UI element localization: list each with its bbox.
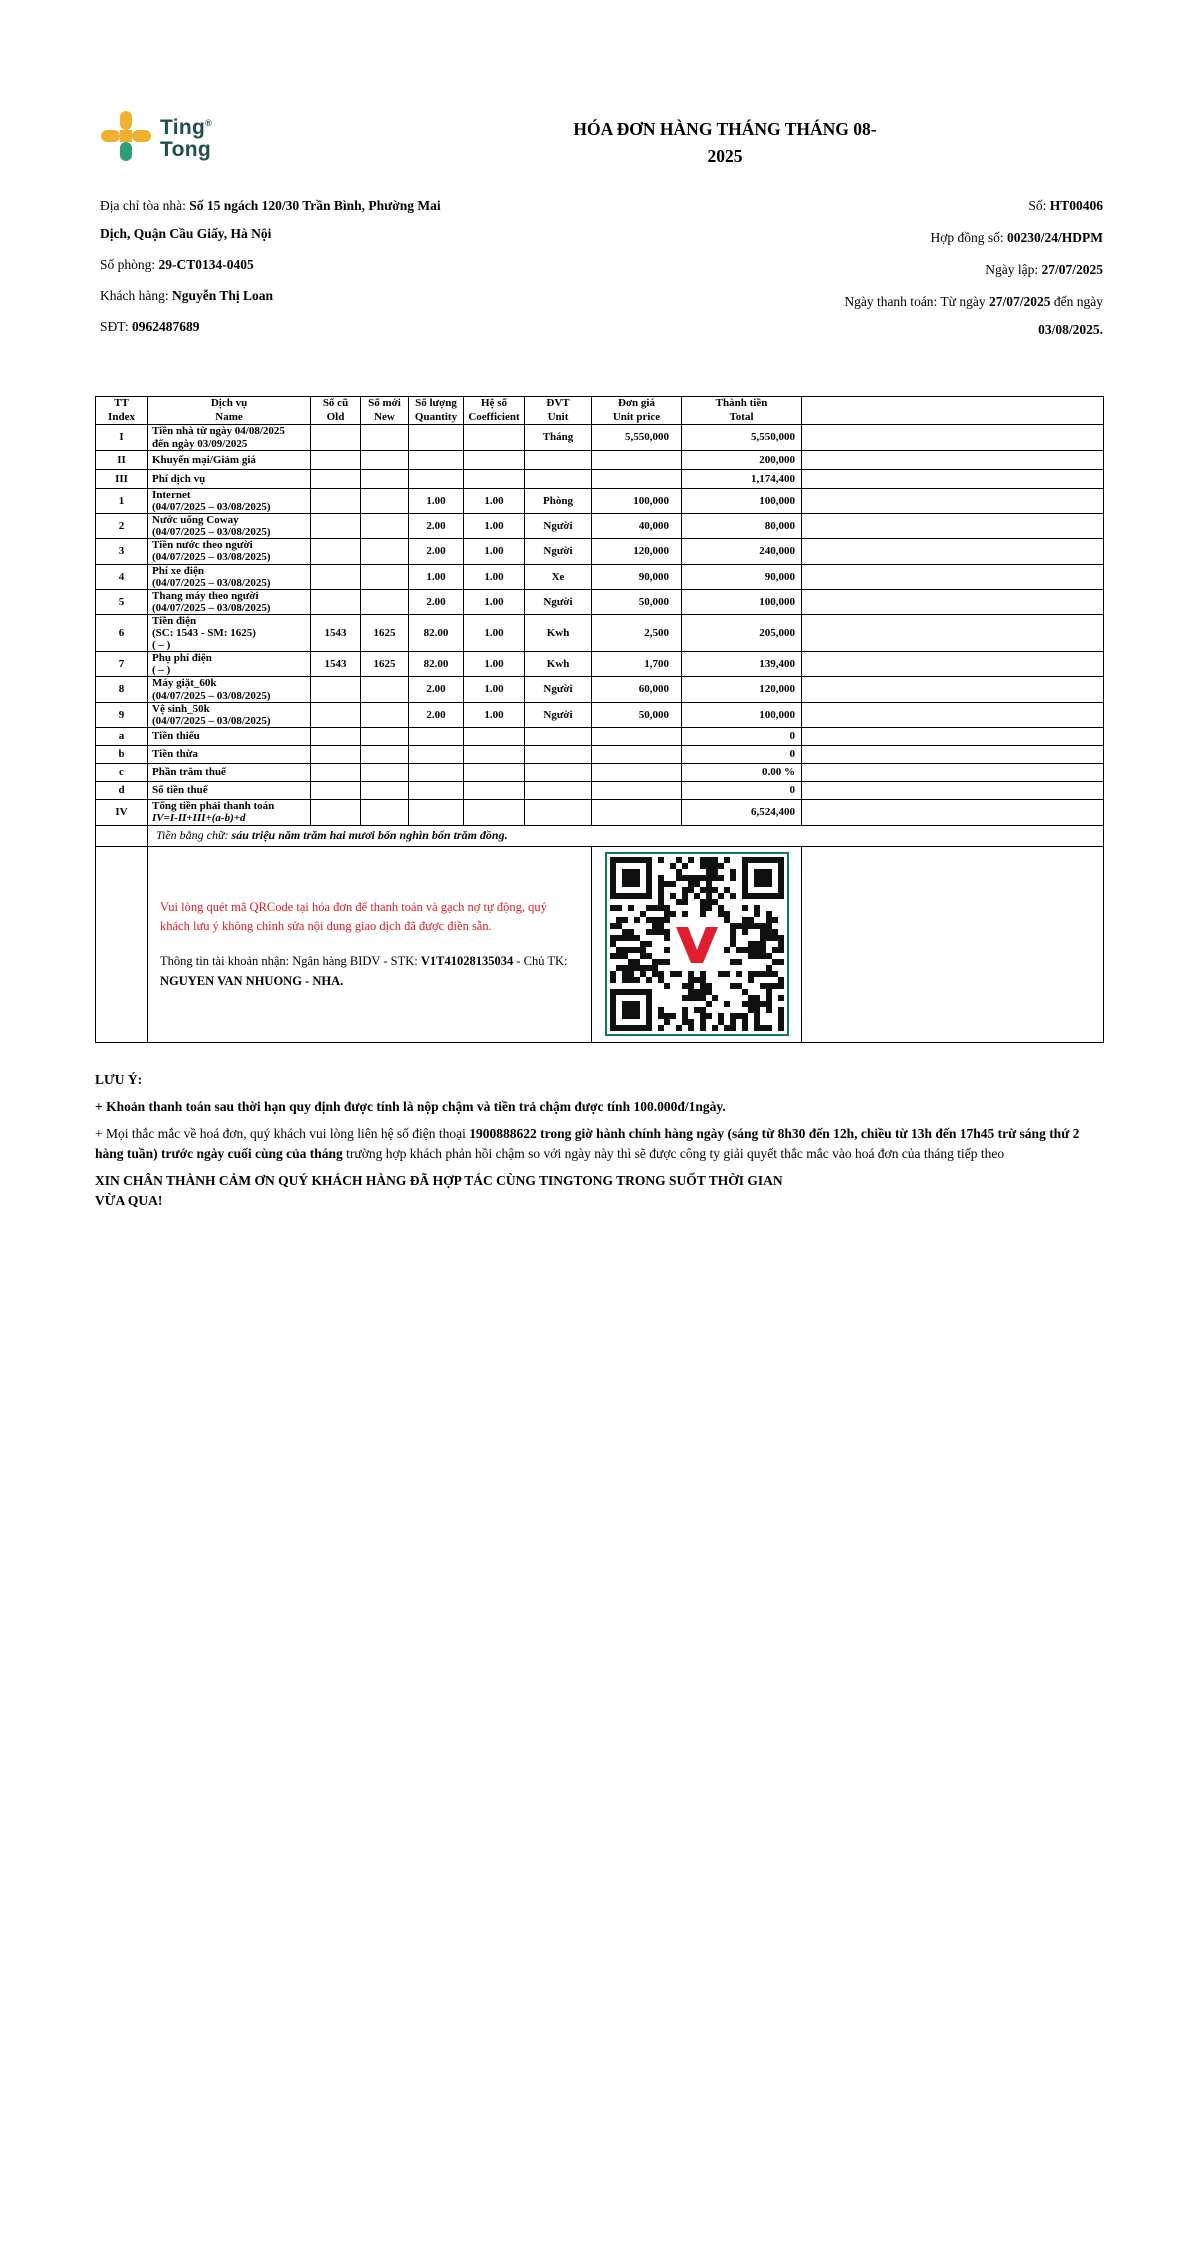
- cell-total: 100,000: [682, 702, 802, 727]
- invoice-table-body: [96, 425, 1104, 1043]
- cell-index: III: [96, 470, 148, 489]
- cell-blank: [802, 451, 1104, 470]
- bank-account-holder: NGUYEN VAN NHUONG - NHA.: [160, 973, 344, 988]
- cell-index: 1: [96, 489, 148, 514]
- cell-unit-price: 50,000: [592, 702, 682, 727]
- cell-unit: [525, 781, 592, 799]
- cell-service-name: Số tiền thuế: [148, 781, 311, 799]
- cell-quantity: [409, 451, 464, 470]
- cell-coefficient: 1.00: [464, 702, 525, 727]
- cell-total: 240,000: [682, 539, 802, 564]
- cell-unit-price: 40,000: [592, 514, 682, 539]
- cell-unit-price: [592, 781, 682, 799]
- cell-total: 100,000: [682, 489, 802, 514]
- cell-index: c: [96, 763, 148, 781]
- cell-old-reading: 1543: [311, 614, 361, 651]
- service-row-IV: [96, 799, 1104, 825]
- service-row-1: [96, 489, 1104, 514]
- cell-index: 5: [96, 589, 148, 614]
- empty-index-cell: [96, 846, 148, 1042]
- cell-index: I: [96, 425, 148, 451]
- cell-unit-price: 1,700: [592, 652, 682, 677]
- column-header-unit-price: Đơn giá Unit price: [592, 397, 682, 425]
- cell-blank: [802, 702, 1104, 727]
- column-header-total: Thành tiền Total: [682, 397, 802, 425]
- cell-quantity: 82.00: [409, 614, 464, 651]
- cell-index: IV: [96, 799, 148, 825]
- cell-total: 139,400: [682, 652, 802, 677]
- cell-old-reading: [311, 451, 361, 470]
- cell-service-name: Tiền thừa: [148, 745, 311, 763]
- service-row-7: [96, 652, 1104, 677]
- cell-index: d: [96, 781, 148, 799]
- cell-blank: [802, 727, 1104, 745]
- registered-mark: ®: [205, 117, 213, 128]
- column-header-quantity: Số lượng Quantity: [409, 397, 464, 425]
- cell-total: 90,000: [682, 564, 802, 589]
- cell-unit-price: 100,000: [592, 489, 682, 514]
- customer-phone: SĐT: 0962487689: [100, 319, 200, 334]
- amount-in-words-row: [96, 825, 1104, 846]
- cell-unit-price: 50,000: [592, 589, 682, 614]
- cell-total: 0: [682, 727, 802, 745]
- column-header-new: Số mới New: [361, 397, 409, 425]
- cell-blank: [802, 781, 1104, 799]
- service-row-III: [96, 470, 1104, 489]
- service-row-c: [96, 763, 1104, 781]
- cell-new-reading: [361, 589, 409, 614]
- cell-quantity: 2.00: [409, 539, 464, 564]
- cell-service-name: Phụ phí điện ( – ): [148, 652, 311, 677]
- service-row-3: [96, 539, 1104, 564]
- cell-unit-price: 120,000: [592, 539, 682, 564]
- cell-service-name: Tiền điện (SC: 1543 - SM: 1625) ( – ): [148, 614, 311, 651]
- cell-quantity: 2.00: [409, 589, 464, 614]
- cell-service-name: Tiền nhà từ ngày 04/08/2025 đến ngày 03/09/2025: [148, 425, 311, 451]
- cell-unit: [525, 727, 592, 745]
- column-header-blank: [802, 397, 1104, 425]
- cell-old-reading: [311, 781, 361, 799]
- cell-new-reading: [361, 425, 409, 451]
- cell-new-reading: [361, 564, 409, 589]
- cell-blank: [802, 614, 1104, 651]
- cell-new-reading: [361, 470, 409, 489]
- service-row-8: [96, 677, 1104, 702]
- cell-new-reading: [361, 745, 409, 763]
- cell-unit: Người: [525, 677, 592, 702]
- invoice-table-header: [96, 397, 1104, 425]
- cell-coefficient: 1.00: [464, 614, 525, 651]
- cell-total: 5,550,000: [682, 425, 802, 451]
- cell-unit-price: 90,000: [592, 564, 682, 589]
- payment-period: Ngày thanh toán: Từ ngày 27/07/2025 đến ngày 03/08/2025.: [844, 294, 1103, 337]
- cell-old-reading: [311, 489, 361, 514]
- cell-unit: Người: [525, 539, 592, 564]
- cell-old-reading: [311, 514, 361, 539]
- notes-title: LƯU Ý:: [95, 1072, 143, 1087]
- cell-new-reading: [361, 489, 409, 514]
- cell-unit: Tháng: [525, 425, 592, 451]
- cell-old-reading: [311, 799, 361, 825]
- service-row-4: [96, 564, 1104, 589]
- cell-quantity: 2.00: [409, 677, 464, 702]
- cell-total: 80,000: [682, 514, 802, 539]
- qr-code: [605, 852, 789, 1036]
- cell-old-reading: [311, 702, 361, 727]
- cell-coefficient: [464, 745, 525, 763]
- cell-index: a: [96, 727, 148, 745]
- qr-code-image: [610, 857, 784, 1031]
- column-header-coefficient: Hệ số Coefficient: [464, 397, 525, 425]
- tingtong-flower-icon: [100, 110, 152, 162]
- cell-blank: [802, 677, 1104, 702]
- thank-you-note: XIN CHÂN THÀNH CẢM ƠN QUÝ KHÁCH HÀNG ĐÃ HỢP TÁC CÙNG TINGTONG TRONG SUỐT THỜI GIAN VỪA QUA!: [95, 1173, 783, 1208]
- cell-index: II: [96, 451, 148, 470]
- cell-new-reading: [361, 677, 409, 702]
- cell-coefficient: 1.00: [464, 564, 525, 589]
- cell-quantity: 2.00: [409, 702, 464, 727]
- cell-quantity: [409, 470, 464, 489]
- column-header-index: TT Index: [96, 397, 148, 425]
- service-row-I: [96, 425, 1104, 451]
- cell-coefficient: 1.00: [464, 514, 525, 539]
- cell-unit: [525, 799, 592, 825]
- cell-service-name: Tiền thiếu: [148, 727, 311, 745]
- contact-note: + Mọi thắc mắc về hoá đơn, quý khách vui lòng liên hệ số điện thoại 1900888622 trong giờ hành chính hàng ngày (sáng từ 8h30 đến 12h, chiều từ 13h đến 17h45 trừ sáng thứ 2 hàng tuần) trước ngày cuối cùng của tháng trường hợp khách phản hồi chậm so với ngày này thì sẽ được công ty giải quyết thắc mắc vào hoá đơn của tháng tiếp theo: [95, 1126, 1080, 1161]
- cell-unit-price: 60,000: [592, 677, 682, 702]
- qr-payment-row: [96, 846, 1104, 1042]
- cell-new-reading: [361, 799, 409, 825]
- tingtong-logo: [100, 110, 212, 162]
- customer-name: Khách hàng: Nguyễn Thị Loan: [100, 288, 274, 303]
- cell-coefficient: [464, 470, 525, 489]
- cell-blank: [802, 539, 1104, 564]
- cell-unit-price: [592, 451, 682, 470]
- cell-blank: [802, 489, 1104, 514]
- cell-old-reading: [311, 425, 361, 451]
- cell-coefficient: 1.00: [464, 489, 525, 514]
- qr-code-cell: [592, 846, 802, 1042]
- cell-service-name: Phí dịch vụ: [148, 470, 311, 489]
- cell-coefficient: 1.00: [464, 539, 525, 564]
- cell-total: 1,174,400: [682, 470, 802, 489]
- cell-index: 2: [96, 514, 148, 539]
- cell-blank: [802, 425, 1104, 451]
- cell-new-reading: 1625: [361, 614, 409, 651]
- cell-blank: [802, 799, 1104, 825]
- cell-service-name: Vệ sinh_50k (04/07/2025 – 03/08/2025): [148, 702, 311, 727]
- cell-total: 0: [682, 745, 802, 763]
- cell-unit-price: [592, 763, 682, 781]
- invoice-title-line2: 2025: [707, 146, 743, 166]
- service-row-b: [96, 745, 1104, 763]
- cell-coefficient: [464, 799, 525, 825]
- cell-unit: Xe: [525, 564, 592, 589]
- empty-extra-cell: [802, 846, 1104, 1042]
- service-row-II: [96, 451, 1104, 470]
- cell-blank: [802, 514, 1104, 539]
- service-row-6: [96, 614, 1104, 651]
- cell-service-name: Máy giặt_60k (04/07/2025 – 03/08/2025): [148, 677, 311, 702]
- cell-service-name: Thang máy theo người (04/07/2025 – 03/08/2025): [148, 589, 311, 614]
- service-row-2: [96, 514, 1104, 539]
- empty-index-cell: [96, 825, 148, 846]
- invoice-title-line1: HÓA ĐƠN HÀNG THÁNG THÁNG 08-: [573, 119, 877, 139]
- cell-coefficient: [464, 451, 525, 470]
- cell-service-name: Phí xe điện (04/07/2025 – 03/08/2025): [148, 564, 311, 589]
- bank-account-info: Thông tin tài khoản nhận: Ngân hàng BIDV - STK: V1T41028135034 - Chủ TK: NGUYEN VAN NHUONG - NHA.: [160, 954, 568, 988]
- customer-info: [100, 192, 462, 344]
- cell-service-name: Internet (04/07/2025 – 03/08/2025): [148, 489, 311, 514]
- cell-old-reading: [311, 727, 361, 745]
- cell-service-name: Khuyến mại/Giảm giá: [148, 451, 311, 470]
- cell-total: 0.00 %: [682, 763, 802, 781]
- cell-unit-price: 5,550,000: [592, 425, 682, 451]
- logo-word-tong: Tong: [160, 137, 211, 161]
- cell-blank: [802, 589, 1104, 614]
- amount-in-words-value: sáu triệu năm trăm hai mươi bốn nghìn bốn trăm đồng.: [231, 828, 508, 843]
- cell-service-name: Phần trăm thuế: [148, 763, 311, 781]
- cell-unit: Người: [525, 702, 592, 727]
- cell-unit: Người: [525, 589, 592, 614]
- cell-quantity: [409, 781, 464, 799]
- cell-unit: [525, 745, 592, 763]
- cell-blank: [802, 470, 1104, 489]
- cell-total: 0: [682, 781, 802, 799]
- cell-total: 100,000: [682, 589, 802, 614]
- bank-account-number: V1T41028135034: [420, 954, 514, 969]
- cell-coefficient: 1.00: [464, 677, 525, 702]
- cell-unit: Kwh: [525, 614, 592, 651]
- cell-new-reading: [361, 514, 409, 539]
- cell-new-reading: [361, 727, 409, 745]
- cell-quantity: 1.00: [409, 489, 464, 514]
- cell-new-reading: [361, 781, 409, 799]
- cell-unit: [525, 763, 592, 781]
- amount-in-words-label: Tiền bằng chữ:: [156, 828, 232, 843]
- column-header-name: Dịch vụ Name: [148, 397, 311, 425]
- cell-old-reading: [311, 745, 361, 763]
- cell-old-reading: 1543: [311, 652, 361, 677]
- cell-coefficient: [464, 763, 525, 781]
- issue-date: Ngày lập: 27/07/2025: [985, 262, 1103, 277]
- amount-in-words-cell: [148, 825, 1104, 846]
- cell-old-reading: [311, 539, 361, 564]
- service-row-9: [96, 702, 1104, 727]
- invoice-title: [445, 116, 1005, 170]
- cell-service-name: Nước uống Coway (04/07/2025 – 03/08/2025): [148, 514, 311, 539]
- cell-unit: [525, 451, 592, 470]
- cell-unit-price: [592, 799, 682, 825]
- cell-unit: Phòng: [525, 489, 592, 514]
- payment-instructions-cell: [148, 846, 592, 1042]
- cell-quantity: [409, 727, 464, 745]
- tingtong-logo-text: [160, 112, 212, 161]
- cell-unit-price: 2,500: [592, 614, 682, 651]
- cell-coefficient: 1.00: [464, 652, 525, 677]
- column-header-unit: ĐVT Unit: [525, 397, 592, 425]
- cell-old-reading: [311, 470, 361, 489]
- cell-coefficient: [464, 781, 525, 799]
- cell-unit-price: [592, 727, 682, 745]
- cell-blank: [802, 564, 1104, 589]
- service-row-a: [96, 727, 1104, 745]
- cell-old-reading: [311, 589, 361, 614]
- cell-index: 7: [96, 652, 148, 677]
- logo-word-ting: Ting: [160, 115, 206, 139]
- building-address: Địa chỉ tòa nhà: Số 15 ngách 120/30 Trần Bình, Phường Mai Dịch, Quận Cầu Giấy, Hà Nội: [100, 198, 441, 241]
- cell-index: b: [96, 745, 148, 763]
- cell-old-reading: [311, 677, 361, 702]
- cell-quantity: [409, 763, 464, 781]
- cell-service-name: Tổng tiền phải thanh toán IV=I-II+III+(a-b)+d: [148, 799, 311, 825]
- cell-new-reading: [361, 763, 409, 781]
- service-row-d: [96, 781, 1104, 799]
- cell-new-reading: [361, 451, 409, 470]
- cell-coefficient: [464, 727, 525, 745]
- cell-index: 4: [96, 564, 148, 589]
- cell-coefficient: 1.00: [464, 589, 525, 614]
- cell-unit: Kwh: [525, 652, 592, 677]
- cell-quantity: [409, 745, 464, 763]
- cell-index: 9: [96, 702, 148, 727]
- qr-payment-notice: Vui lòng quét mã QRCode tại hóa đơn để thanh toán và gạch nợ tự động, quý khách lưu ý không chỉnh sửa nội dung giao dịch đã được điền sẵn.: [160, 899, 547, 933]
- cell-new-reading: [361, 702, 409, 727]
- cell-new-reading: [361, 539, 409, 564]
- footer-notes: [95, 1070, 1107, 1218]
- invoice-meta: [660, 192, 1103, 348]
- header-row: [96, 397, 1104, 425]
- room-number: Số phòng: 29-CT0134-0405: [100, 257, 254, 272]
- cell-new-reading: 1625: [361, 652, 409, 677]
- cell-unit-price: [592, 745, 682, 763]
- cell-total: 205,000: [682, 614, 802, 651]
- cell-old-reading: [311, 763, 361, 781]
- contract-number: Hợp đồng số: 00230/24/HDPM: [930, 230, 1103, 245]
- cell-unit: Người: [525, 514, 592, 539]
- cell-unit-price: [592, 470, 682, 489]
- cell-unit: [525, 470, 592, 489]
- invoice-table: [95, 396, 1104, 1043]
- cell-blank: [802, 763, 1104, 781]
- cell-service-name: Tiền nước theo người (04/07/2025 – 03/08/2025): [148, 539, 311, 564]
- cell-quantity: [409, 425, 464, 451]
- cell-total: 200,000: [682, 451, 802, 470]
- cell-index: 6: [96, 614, 148, 651]
- cell-total: 6,524,400: [682, 799, 802, 825]
- cell-index: 8: [96, 677, 148, 702]
- cell-quantity: 82.00: [409, 652, 464, 677]
- cell-quantity: 2.00: [409, 514, 464, 539]
- late-payment-note: + Khoản thanh toán sau thời hạn quy định được tính là nộp chậm và tiền trả chậm được tính 100.000đ/1ngày.: [95, 1099, 726, 1114]
- cell-coefficient: [464, 425, 525, 451]
- cell-quantity: 1.00: [409, 564, 464, 589]
- cell-old-reading: [311, 564, 361, 589]
- cell-blank: [802, 745, 1104, 763]
- cell-blank: [802, 652, 1104, 677]
- column-header-old: Số cũ Old: [311, 397, 361, 425]
- cell-total: 120,000: [682, 677, 802, 702]
- service-row-5: [96, 589, 1104, 614]
- cell-quantity: [409, 799, 464, 825]
- cell-index: 3: [96, 539, 148, 564]
- invoice-number: Số: HT00406: [1028, 198, 1103, 213]
